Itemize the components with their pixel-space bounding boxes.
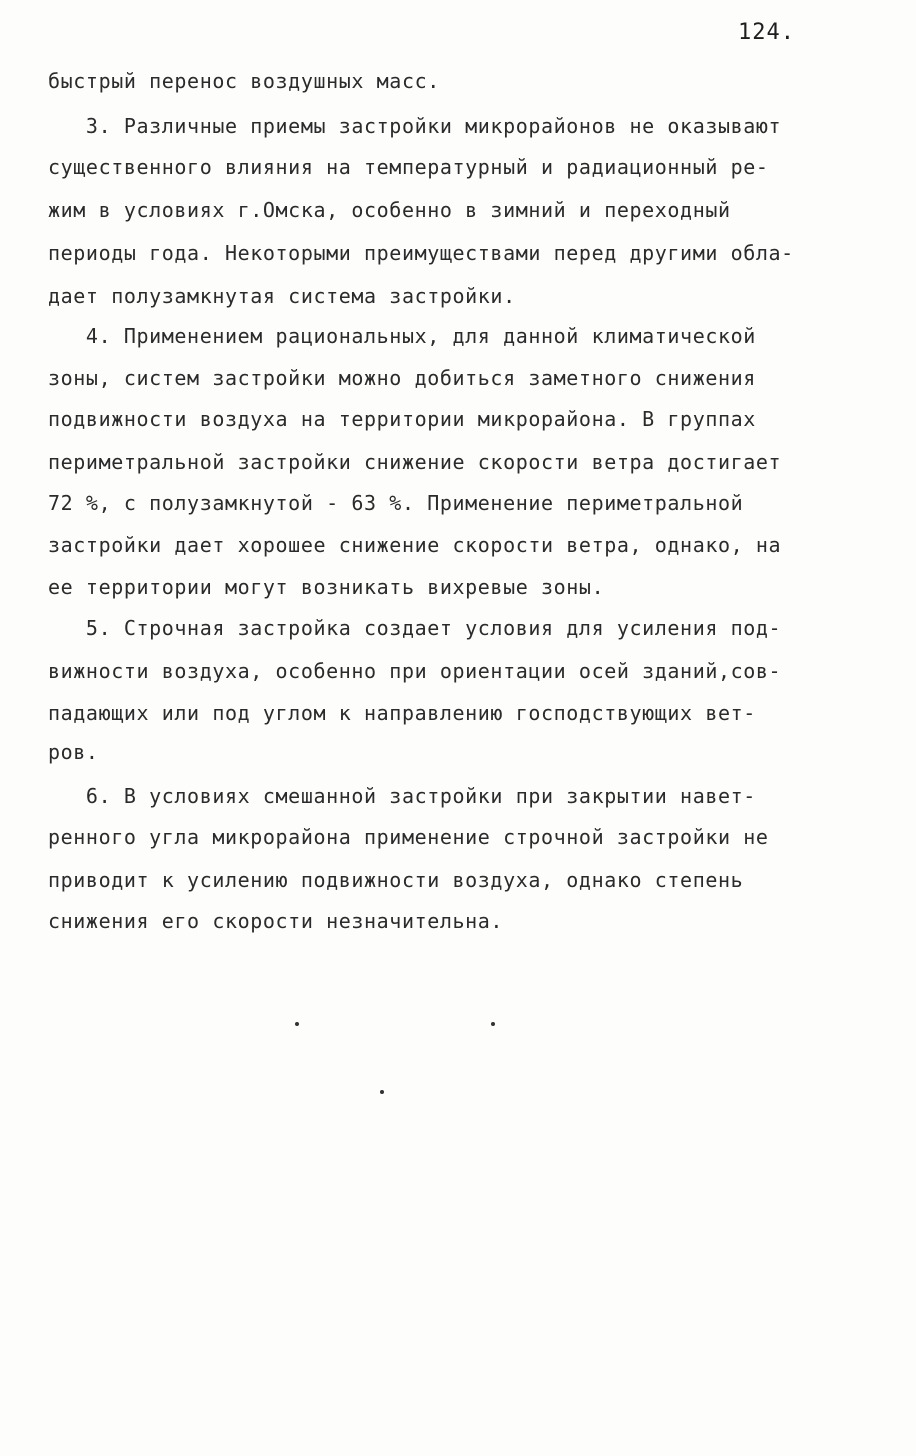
text-line: ренного угла микрорайона применение строчной застройки не (48, 825, 769, 849)
text-line: приводит к усилению подвижности воздуха, однако степень (48, 868, 744, 892)
text-line: быстрый перенос воздушных масс. (48, 69, 440, 93)
text-line: зоны, систем застройки можно добиться заметного снижения (48, 366, 756, 390)
text-line: застройки дает хорошее снижение скорости ветра, однако, на (48, 533, 782, 557)
page-number: 124. (738, 20, 795, 45)
text-line: подвижности воздуха на территории микрорайона. В группах (48, 407, 756, 431)
text-line: жим в условиях г.Омска, особенно в зимний и переходный (48, 198, 731, 222)
text-line: падающих или под углом к направлению господствующих вет- (48, 701, 756, 725)
text-line: снижения его скорости незначительна. (48, 909, 504, 933)
text-line: 3. Различные приемы застройки микрорайонов не оказывают (48, 114, 782, 138)
scan-speck (491, 1022, 495, 1026)
text-line: 6. В условиях смешанной застройки при закрытии навет- (48, 784, 756, 808)
text-line: ее территории могут возникать вихревые зоны. (48, 575, 605, 599)
text-line: 72 %, с полузамкнутой - 63 %. Применение периметральной (48, 491, 744, 515)
text-line: ров. (48, 740, 99, 764)
text-line: дает полузамкнутая система застройки. (48, 284, 516, 308)
text-line: вижности воздуха, особенно при ориентации осей зданий,сов- (48, 659, 782, 683)
scan-speck (380, 1090, 384, 1094)
text-line: 5. Строчная застройка создает условия для усиления под- (48, 616, 782, 640)
text-line: периоды года. Некоторыми преимуществами перед другими обла- (48, 241, 794, 265)
scan-speck (295, 1022, 299, 1026)
text-line: 4. Применением рациональных, для данной климатической (48, 324, 756, 348)
text-line: существенного влияния на температурный и радиационный ре- (48, 155, 769, 179)
text-line: периметральной застройки снижение скорости ветра достигает (48, 450, 782, 474)
